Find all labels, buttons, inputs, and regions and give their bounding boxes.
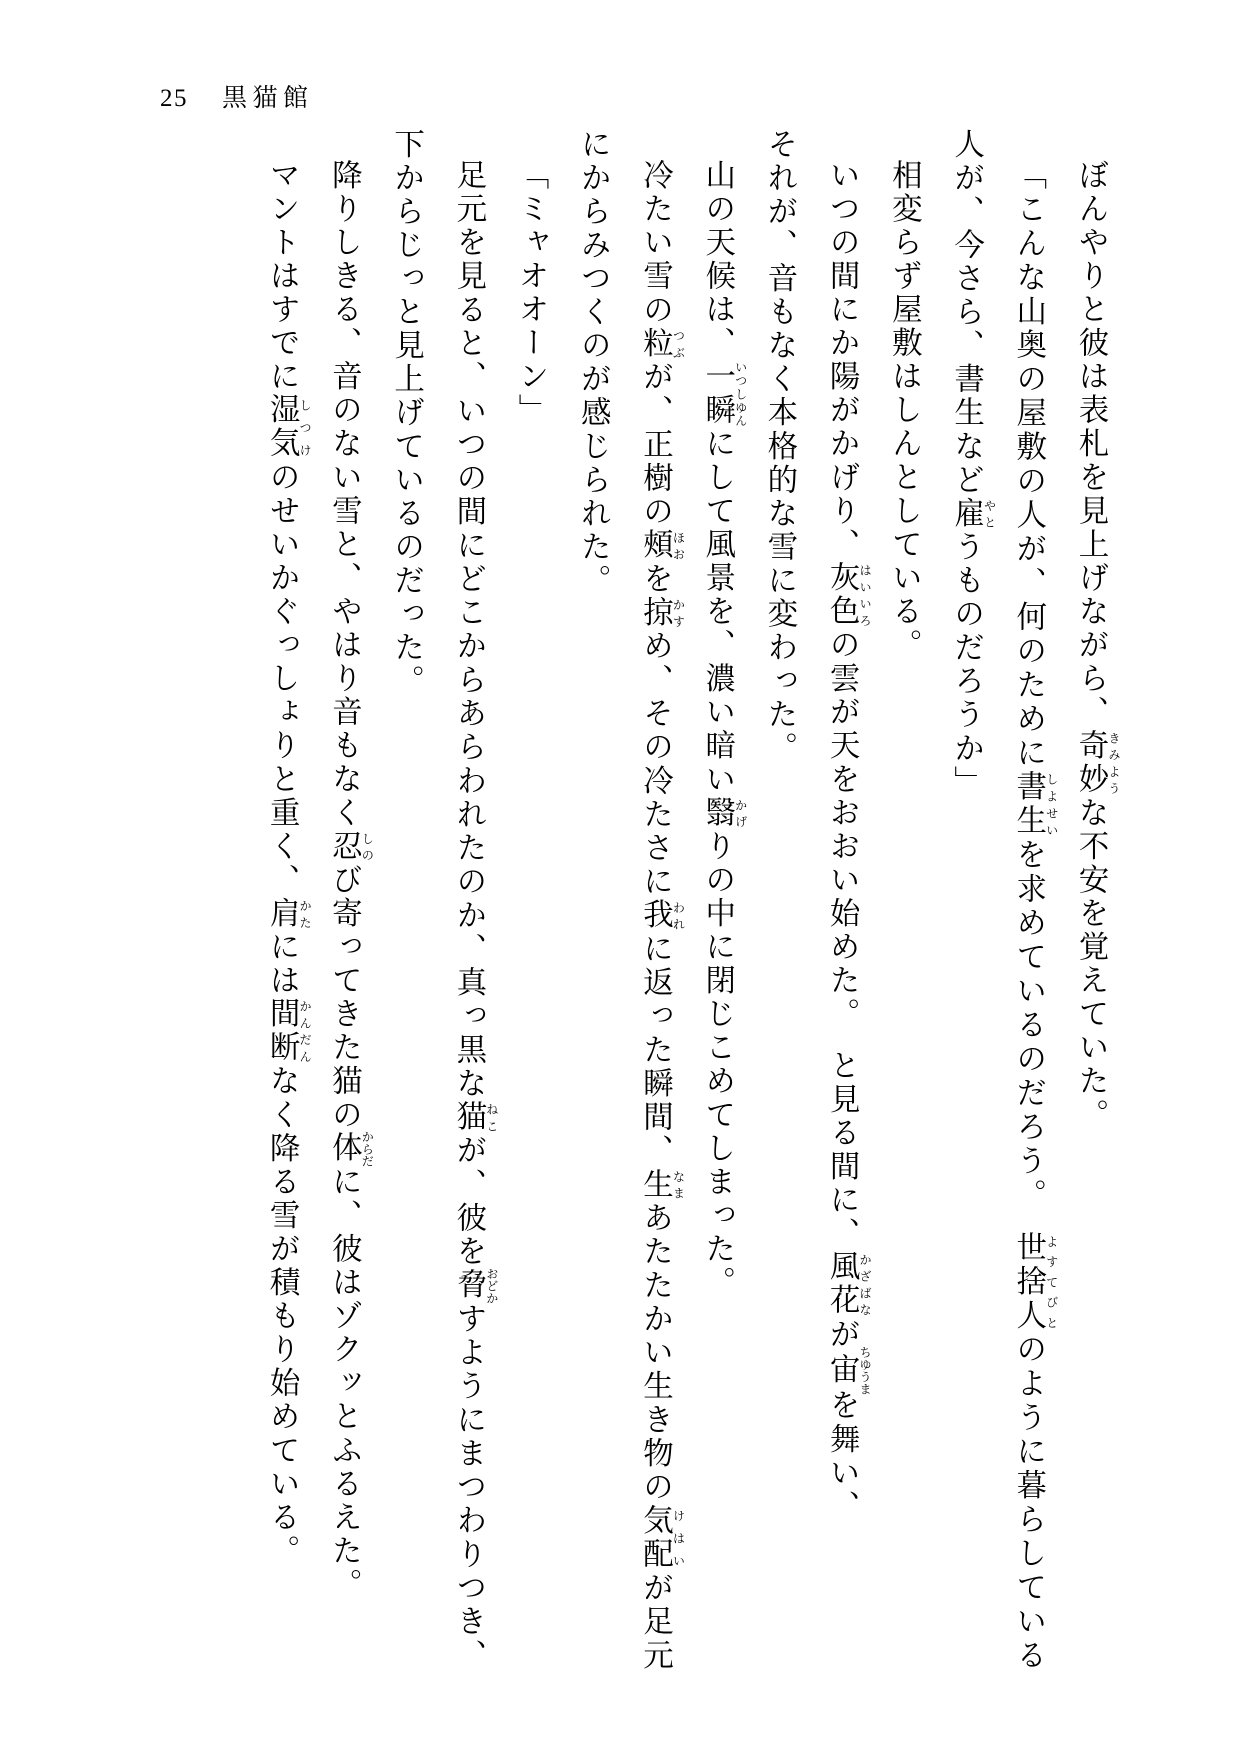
ruby-kata: 肩 かた bbox=[265, 896, 313, 931]
running-title: 黒猫館 bbox=[222, 85, 314, 112]
ruby-isshun: 一瞬 いつしゆん bbox=[700, 359, 748, 427]
ruby-kandan: 間断 かんだん bbox=[265, 997, 313, 1065]
ruby-neko: 猫 ねこ bbox=[451, 1100, 499, 1134]
page-number: 25 bbox=[160, 85, 188, 112]
body-text-area bbox=[118, 128, 1122, 1672]
ruby-nama: 生 なま bbox=[638, 1167, 686, 1202]
ruby-kehai: 気配 けはい bbox=[638, 1503, 686, 1572]
ruby-hoo: 頰 ほお bbox=[638, 528, 686, 563]
ruby-odoka: 脅 おどか bbox=[451, 1266, 499, 1304]
paragraph-3: 相変らず屋敷はしんとしている。 bbox=[887, 158, 922, 662]
paragraph-1: ぼんやりと彼は表札を見上げながら、奇妙 きみような不安を覚えていた。 bbox=[1074, 158, 1121, 1132]
paragraph-10: 降りしきる、音のない雪と、やはり音もなく忍 しのび寄ってきた猫の体 からだに、彼はゾクッとふるえた。 bbox=[327, 158, 375, 1602]
paragraph-4: いつの間にか陽がかげり、灰色 はいいろの雲が天をおおい始めた。 と見る間に、風花 かざばなが宙 ちゆうまを舞い、 bbox=[825, 158, 873, 1524]
ruby-shino: 忍 しの bbox=[327, 829, 375, 864]
running-head bbox=[160, 78, 314, 114]
ruby-tsubu: 粒 つぶ bbox=[638, 326, 686, 361]
vertical-text-block bbox=[118, 128, 1122, 1672]
paragraph-7: 冷たい雪の粒 つぶが、正樹の頰 ほおを掠 かすめ、その冷たさに我 われに返った瞬間、生 なまあたたかい生き物の気配 けはいが足元にからみつくのが感じられた。 bbox=[576, 128, 686, 1672]
ruby-kage: 翳 かげ bbox=[700, 795, 748, 830]
paragraph-8: 「ミャオオーン」 bbox=[514, 158, 549, 427]
ruby-ware: 我 われ bbox=[638, 898, 686, 933]
ruby-shosei: 書生 しよせい bbox=[1011, 770, 1059, 839]
paragraph-11: マントはすでに湿気 しつけのせいかぐっしょりと重く、肩 かたには間断 かんだんなく降る雪が積もり始めている。 bbox=[265, 158, 313, 1568]
paragraph-6: 山の天候は、一瞬 いつしゆんにして風景を、濃い暗い翳 かげりの中に閉じこめてしまった。 bbox=[700, 158, 748, 1300]
ruby-haiiro: 灰色 はいいろ bbox=[825, 561, 873, 629]
ruby-shikke: 湿気 しつけ bbox=[265, 393, 313, 461]
ruby-chuuma: 宙 ちゆうま bbox=[825, 1345, 873, 1395]
ruby-kazabana: 風花 かざばな bbox=[825, 1250, 873, 1318]
paragraph-2: 「こんな山奥の屋敷の人が、何のために書生 しよせいを求めているのだろう。 世捨人 よすてびとのように暮らしている人が、今さら、書生など雇 やとうものだろうか」 bbox=[949, 128, 1059, 1673]
ruby-yosutebito: 世捨人 よすてびと bbox=[1011, 1230, 1059, 1333]
ruby-kimyou: 奇妙 きみよう bbox=[1074, 728, 1121, 796]
paragraph-5: それが、音もなく本格的な雪に変わった。 bbox=[762, 128, 797, 766]
ruby-yato: 雇 やと bbox=[949, 497, 997, 531]
ruby-karada: 体 からだ bbox=[327, 1129, 375, 1167]
ruby-kasu: 掠 かす bbox=[638, 595, 686, 630]
paragraph-9: 足元を見ると、いつの間にどこからあらわれたのか、真っ黒な猫 ねこが、彼を脅 おどかすようにまつわりつき、下からじっと見上げているのだった。 bbox=[389, 128, 499, 1672]
